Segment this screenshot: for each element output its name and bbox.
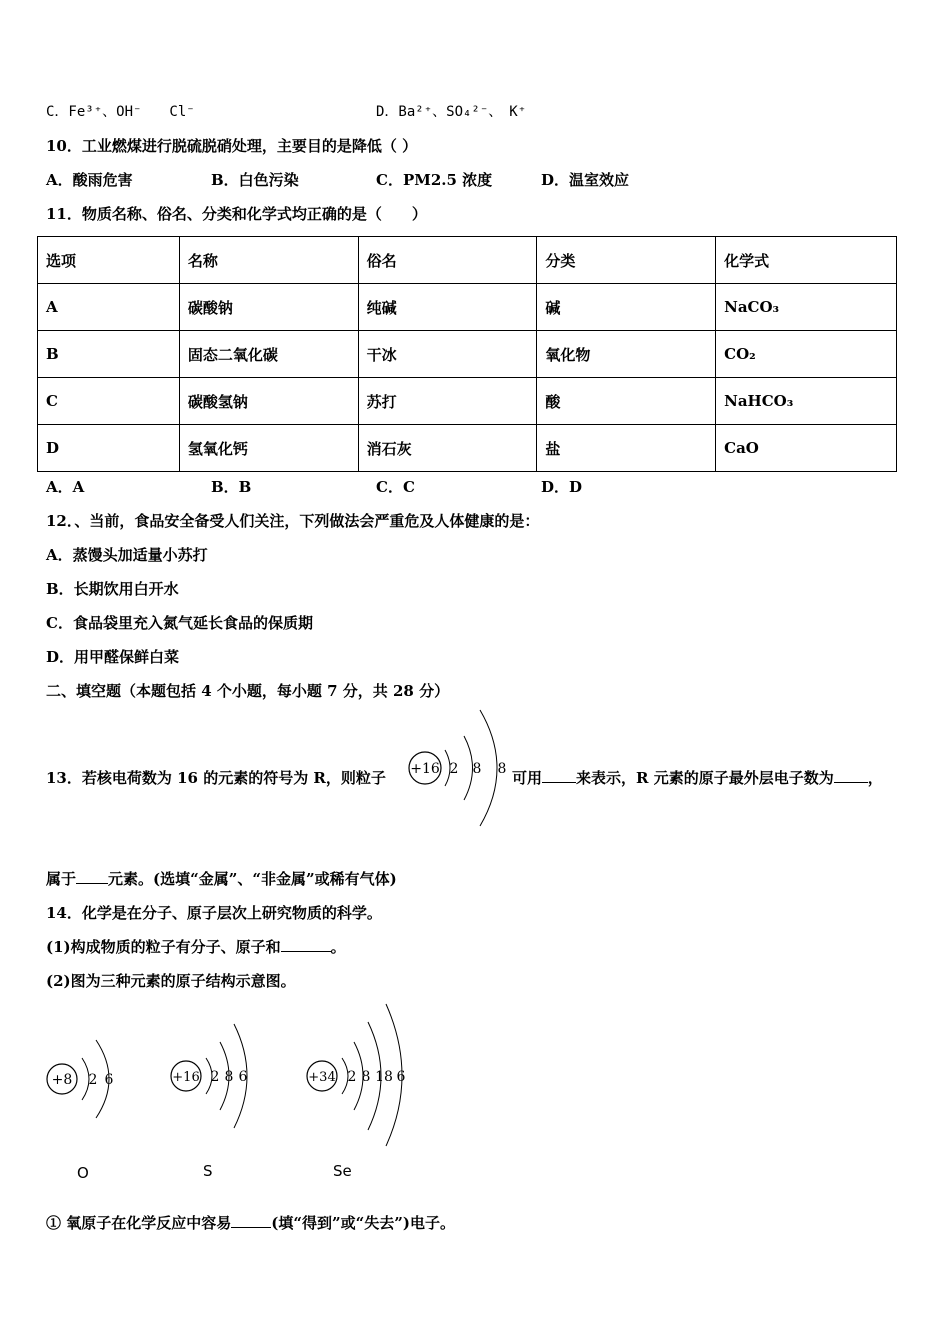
shell-electron-count: 8 xyxy=(224,1069,234,1085)
q14-sub1-text: (1)构成物质的粒子有分子、原子和 xyxy=(46,938,281,956)
q9-option-c: C．Fe³⁺、OH⁻ Cl⁻ xyxy=(46,104,195,120)
table-header-cell: 选项 xyxy=(38,237,180,284)
shell-arc xyxy=(480,710,497,826)
oxygen-label: O xyxy=(77,1164,89,1182)
shell-electron-count: 2 xyxy=(88,1072,98,1088)
shell-electron-count: 2 xyxy=(210,1069,220,1085)
table-header-row xyxy=(38,237,897,284)
selenium-label: Se xyxy=(333,1162,352,1180)
shell-electron-count: 8 xyxy=(497,761,507,777)
answer-blank[interactable] xyxy=(281,937,331,952)
q12-option-a: A．蒸馒头加适量小苏打 xyxy=(46,546,208,564)
q13-text-comma: ， xyxy=(867,769,883,787)
q14-sub1 xyxy=(46,937,346,957)
table-cell: 碱 xyxy=(537,284,716,331)
table-cell: A xyxy=(38,284,180,331)
shell-electron-count: 2 xyxy=(449,761,459,777)
shell-electron-count: 8 xyxy=(361,1069,371,1085)
shell-arc xyxy=(464,736,473,800)
q10-option-a: A．酸雨危害 xyxy=(46,171,133,189)
table-cell: B xyxy=(38,331,180,378)
q9-option-d: D．Ba²⁺、SO₄²⁻、 K⁺ xyxy=(376,104,527,120)
q11-table xyxy=(37,236,897,472)
table-cell: NaHCO₃ xyxy=(716,378,897,425)
q13-line1-end xyxy=(512,768,883,788)
table-cell: 氢氧化钙 xyxy=(179,425,358,472)
q13-line1-start: 13．若核电荷数为 16 的元素的符号为 R，则粒子 xyxy=(46,769,386,787)
selenium-atom-diagram xyxy=(302,1000,414,1148)
q14-sub2-q1-text: ① 氧原子在化学反应中容易 xyxy=(46,1214,232,1232)
table-cell: 盐 xyxy=(537,425,716,472)
nucleus-charge: +8 xyxy=(51,1072,73,1088)
table-header-cell: 化学式 xyxy=(716,237,897,284)
answer-blank[interactable] xyxy=(834,768,868,783)
q13-text-outer-electrons: 来表示，R 元素的原子最外层电子数为 xyxy=(576,769,834,787)
table-cell: 固态二氧化碳 xyxy=(179,331,358,378)
q11-option-c: C．C xyxy=(376,478,415,496)
table-cell: 纯碱 xyxy=(358,284,537,331)
q14-sub2: (2)图为三种元素的原子结构示意图。 xyxy=(46,972,296,990)
q14-sub1-end: 。 xyxy=(330,938,346,956)
section-title: 二、填空题（本题包括 4 个小题，每小题 7 分，共 28 分） xyxy=(46,682,450,700)
table-cell: D xyxy=(38,425,180,472)
answer-blank[interactable] xyxy=(76,869,108,884)
q11-option-b: B．B xyxy=(211,478,252,496)
q13-text-can-use: 可用 xyxy=(512,769,543,787)
table-cell: 碳酸钠 xyxy=(179,284,358,331)
table-row xyxy=(38,378,897,425)
sulfur-atom-diagram xyxy=(166,1018,256,1130)
q10-option-c: C．PM2.5 浓度 xyxy=(376,171,493,189)
nucleus-charge: +16 xyxy=(172,1070,200,1085)
q10-option-b: B．白色污染 xyxy=(211,171,299,189)
q13-text-belongs: 属于 xyxy=(46,870,77,888)
table-header-cell: 分类 xyxy=(537,237,716,284)
q12-stem: 12．、当前，食品安全备受人们关注，下列做法会严重危及人体健康的是： xyxy=(46,512,540,530)
table-header-cell: 名称 xyxy=(179,237,358,284)
table-cell: 碳酸氢钠 xyxy=(179,378,358,425)
q13-line2 xyxy=(46,869,397,889)
q10-option-d: D．温室效应 xyxy=(541,171,630,189)
table-cell: CaO xyxy=(716,425,897,472)
table-cell: 消石灰 xyxy=(358,425,537,472)
q11-stem: 11．物质名称、俗名、分类和化学式均正确的是（ ） xyxy=(46,205,427,223)
shell-electron-count: 6 xyxy=(396,1069,406,1085)
q12-option-d: D．用甲醛保鲜白菜 xyxy=(46,648,180,666)
sulfur-label: S xyxy=(203,1162,213,1180)
q12-option-c: C．食品袋里充入氮气延长食品的保质期 xyxy=(46,614,313,632)
q14-sub2-q1-end: (填“得到”或“失去”)电子。 xyxy=(271,1214,455,1232)
shell-electron-count: 2 xyxy=(347,1069,357,1085)
nucleus-charge: +34 xyxy=(308,1070,336,1085)
shell-electron-count: 6 xyxy=(238,1069,248,1085)
q13-atom-diagram xyxy=(404,706,512,828)
q11-option-d: D．D xyxy=(541,478,583,496)
q13-text-element-type: 元素。(选填“金属”、“非金属”或稀有气体) xyxy=(108,870,397,888)
q12-option-b: B．长期饮用白开水 xyxy=(46,580,179,598)
table-cell: NaCO₃ xyxy=(716,284,897,331)
table-cell: 氧化物 xyxy=(537,331,716,378)
table-cell: 酸 xyxy=(537,378,716,425)
table-row xyxy=(38,284,897,331)
shell-electron-count: 6 xyxy=(104,1072,114,1088)
table-cell: C xyxy=(38,378,180,425)
table-cell: 苏打 xyxy=(358,378,537,425)
table-cell: 干冰 xyxy=(358,331,537,378)
q14-sub2-question1 xyxy=(46,1213,455,1233)
q14-stem: 14．化学是在分子、原子层次上研究物质的科学。 xyxy=(46,904,382,922)
table-header-cell: 俗名 xyxy=(358,237,537,284)
nucleus-charge: +16 xyxy=(410,761,440,777)
shell-electron-count: 18 xyxy=(375,1069,393,1085)
table-cell: CO₂ xyxy=(716,331,897,378)
answer-blank[interactable] xyxy=(231,1213,271,1228)
table-row xyxy=(38,331,897,378)
table-row xyxy=(38,425,897,472)
q11-option-a: A．A xyxy=(46,478,85,496)
shell-electron-count: 8 xyxy=(472,761,482,777)
q10-stem: 10．工业燃煤进行脱硫脱硝处理，主要目的是降低（ ） xyxy=(46,137,418,155)
answer-blank[interactable] xyxy=(542,768,576,783)
oxygen-atom-diagram xyxy=(44,1030,124,1130)
